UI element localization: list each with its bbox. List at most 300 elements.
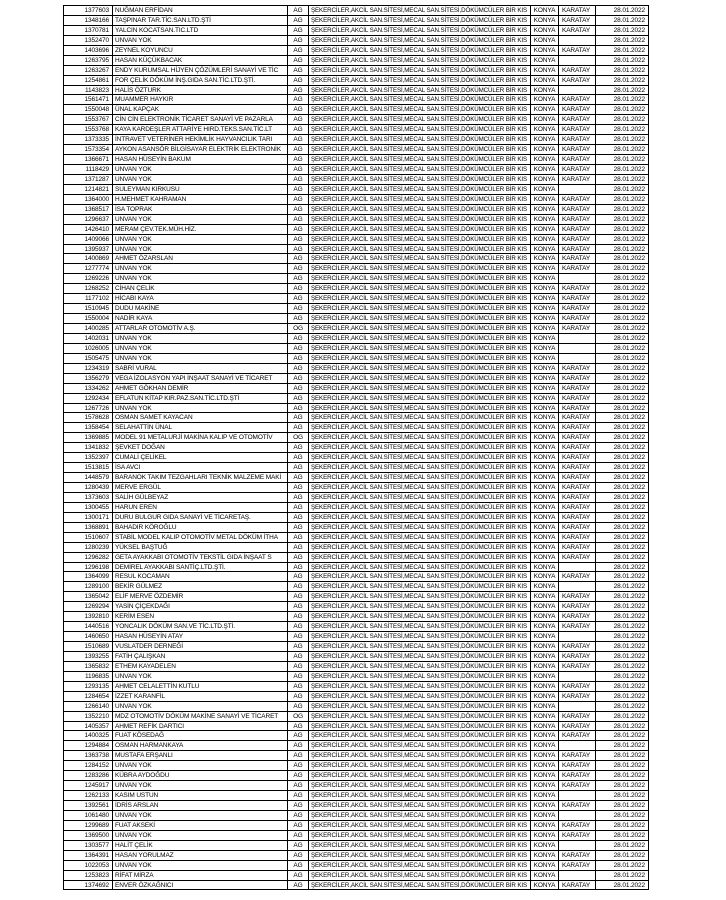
province-cell: KONYA	[531, 453, 559, 463]
name-cell: MUAMMER HAYKIR	[113, 95, 288, 105]
date-cell: 28.01.2022	[596, 413, 649, 423]
name-cell: ZEYNEL KOYUNCU	[113, 46, 288, 56]
row-id-cell: 1510607	[64, 533, 113, 543]
date-cell: 28.01.2022	[596, 642, 649, 652]
row-id-cell: 1289100	[64, 582, 113, 592]
name-cell: UNVAN YOK	[113, 36, 288, 46]
zone-description-cell: ŞEKERCİLER,AKCİL SAN.SİTESİ,MECAL SAN.SİTESİ,DÖKÜMCÜLER BİR KIS	[309, 125, 531, 135]
name-cell: NADİR KAYA	[113, 314, 288, 324]
province-cell: KONYA	[531, 76, 559, 86]
province-cell: KONYA	[531, 493, 559, 503]
date-cell: 28.01.2022	[596, 473, 649, 483]
row-id-cell: 1364391	[64, 851, 113, 861]
district-cell: KARATAY	[559, 294, 596, 304]
name-cell: UNVAN YOK	[113, 264, 288, 274]
province-cell: KONYA	[531, 284, 559, 294]
voltage-type-cell: AG	[288, 105, 309, 115]
zone-description-cell: ŞEKERCİLER,AKCİL SAN.SİTESİ,MECAL SAN.SİTESİ,DÖKÜMCÜLER BİR KIS	[309, 751, 531, 761]
name-cell: RESUL KOCAMAN	[113, 572, 288, 582]
date-cell: 28.01.2022	[596, 702, 649, 712]
province-cell: KONYA	[531, 26, 559, 36]
voltage-type-cell: AG	[288, 304, 309, 314]
zone-description-cell: ŞEKERCİLER,AKCİL SAN.SİTESİ,MECAL SAN.SİTESİ,DÖKÜMCÜLER BİR KIS	[309, 602, 531, 612]
row-id-cell: 1402031	[64, 334, 113, 344]
district-cell: KARATAY	[559, 513, 596, 523]
date-cell: 28.01.2022	[596, 652, 649, 662]
district-cell: KARATAY	[559, 165, 596, 175]
voltage-type-cell: AG	[288, 274, 309, 284]
date-cell: 28.01.2022	[596, 443, 649, 453]
zone-description-cell: ŞEKERCİLER,AKCİL SAN.SİTESİ,MECAL SAN.SİTESİ,DÖKÜMCÜLER BİR KIS	[309, 135, 531, 145]
row-id-cell: 1561471	[64, 95, 113, 105]
zone-description-cell: ŞEKERCİLER,AKCİL SAN.SİTESİ,MECAL SAN.SİTESİ,DÖKÜMCÜLER BİR KIS	[309, 185, 531, 195]
zone-description-cell: ŞEKERCİLER,AKCİL SAN.SİTESİ,MECAL SAN.SİTESİ,DÖKÜMCÜLER BİR KIS	[309, 225, 531, 235]
name-cell: MERAM ÇEV.TEK.MÜH.HİZ.	[113, 225, 288, 235]
district-cell: KARATAY	[559, 473, 596, 483]
date-cell: 28.01.2022	[596, 483, 649, 493]
district-cell: KARATAY	[559, 225, 596, 235]
date-cell: 28.01.2022	[596, 364, 649, 374]
date-cell: 28.01.2022	[596, 56, 649, 66]
row-id-cell: 1400285	[64, 324, 113, 334]
name-cell: FATİH ÇALIŞKAN	[113, 652, 288, 662]
row-id-cell: 1392810	[64, 612, 113, 622]
voltage-type-cell: AG	[288, 473, 309, 483]
date-cell: 28.01.2022	[596, 26, 649, 36]
province-cell: KONYA	[531, 463, 559, 473]
zone-description-cell: ŞEKERCİLER,AKCİL SAN.SİTESİ,MECAL SAN.SİTESİ,DÖKÜMCÜLER BİR KIS	[309, 235, 531, 245]
date-cell: 28.01.2022	[596, 66, 649, 76]
district-cell: KARATAY	[559, 235, 596, 245]
zone-description-cell: ŞEKERCİLER,AKCİL SAN.SİTESİ,MECAL SAN.SİTESİ,DÖKÜMCÜLER BİR KIS	[309, 791, 531, 801]
province-cell: KONYA	[531, 135, 559, 145]
voltage-type-cell: AG	[288, 751, 309, 761]
zone-description-cell: ŞEKERCİLER,AKCİL SAN.SİTESİ,MECAL SAN.SİTESİ,DÖKÜMCÜLER BİR KIS	[309, 582, 531, 592]
date-cell: 28.01.2022	[596, 235, 649, 245]
row-id-cell: 1269226	[64, 274, 113, 284]
row-id-cell: 1366671	[64, 155, 113, 165]
zone-description-cell: ŞEKERCİLER,AKCİL SAN.SİTESİ,MECAL SAN.SİTESİ,DÖKÜMCÜLER BİR KIS	[309, 662, 531, 672]
zone-description-cell: ŞEKERCİLER,AKCİL SAN.SİTESİ,MECAL SAN.SİTESİ,DÖKÜMCÜLER BİR KIS	[309, 86, 531, 96]
district-cell	[559, 185, 596, 195]
province-cell: KONYA	[531, 105, 559, 115]
name-cell: AYKON ASANSÖR BİLGİSAYAR ELEKTRİK ELEKTRONİK	[113, 145, 288, 155]
province-cell: KONYA	[531, 165, 559, 175]
row-id-cell: 1578628	[64, 413, 113, 423]
name-cell: ATTARLAR OTOMOTİV A.Ş.	[113, 324, 288, 334]
row-id-cell: 1277774	[64, 264, 113, 274]
zone-description-cell: ŞEKERCİLER,AKCİL SAN.SİTESİ,MECAL SAN.SİTESİ,DÖKÜMCÜLER BİR KIS	[309, 622, 531, 632]
voltage-type-cell: AG	[288, 781, 309, 791]
voltage-type-cell: AG	[288, 791, 309, 801]
row-id-cell: 1460650	[64, 632, 113, 642]
province-cell: KONYA	[531, 384, 559, 394]
district-cell	[559, 741, 596, 751]
district-cell: KARATAY	[559, 602, 596, 612]
district-cell: KARATAY	[559, 404, 596, 414]
zone-description-cell: ŞEKERCİLER,AKCİL SAN.SİTESİ,MECAL SAN.SİTESİ,DÖKÜMCÜLER BİR KIS	[309, 761, 531, 771]
zone-description-cell: ŞEKERCİLER,AKCİL SAN.SİTESİ,MECAL SAN.SİTESİ,DÖKÜMCÜLER BİR KIS	[309, 364, 531, 374]
date-cell: 28.01.2022	[596, 86, 649, 96]
province-cell: KONYA	[531, 712, 559, 722]
name-cell: ŞEVKET DOĞAN	[113, 443, 288, 453]
voltage-type-cell: AG	[288, 861, 309, 871]
name-cell: HARUN EREN	[113, 503, 288, 513]
district-cell: KARATAY	[559, 46, 596, 56]
province-cell: KONYA	[531, 304, 559, 314]
row-id-cell: 1296637	[64, 215, 113, 225]
voltage-type-cell: AG	[288, 811, 309, 821]
date-cell: 28.01.2022	[596, 284, 649, 294]
province-cell: KONYA	[531, 483, 559, 493]
name-cell: UNVAN YOK	[113, 344, 288, 354]
district-cell	[559, 274, 596, 284]
province-cell: KONYA	[531, 16, 559, 26]
zone-description-cell: ŞEKERCİLER,AKCİL SAN.SİTESİ,MECAL SAN.SİTESİ,DÖKÜMCÜLER BİR KIS	[309, 722, 531, 732]
province-cell: KONYA	[531, 741, 559, 751]
zone-description-cell: ŞEKERCİLER,AKCİL SAN.SİTESİ,MECAL SAN.SİTESİ,DÖKÜMCÜLER BİR KIS	[309, 592, 531, 602]
district-cell: KARATAY	[559, 284, 596, 294]
zone-description-cell: ŞEKERCİLER,AKCİL SAN.SİTESİ,MECAL SAN.SİTESİ,DÖKÜMCÜLER BİR KIS	[309, 523, 531, 533]
date-cell: 28.01.2022	[596, 771, 649, 781]
row-id-cell: 1143823	[64, 86, 113, 96]
voltage-type-cell: AG	[288, 86, 309, 96]
province-cell: KONYA	[531, 612, 559, 622]
zone-description-cell: ŞEKERCİLER,AKCİL SAN.SİTESİ,MECAL SAN.SİTESİ,DÖKÜMCÜLER BİR KIS	[309, 66, 531, 76]
zone-description-cell: ŞEKERCİLER,AKCİL SAN.SİTESİ,MECAL SAN.SİTESİ,DÖKÜMCÜLER BİR KIS	[309, 115, 531, 125]
province-cell: KONYA	[531, 314, 559, 324]
district-cell: KARATAY	[559, 175, 596, 185]
voltage-type-cell: AG	[288, 652, 309, 662]
name-cell: FUAT AKSEKİ	[113, 821, 288, 831]
row-id-cell: 1371287	[64, 175, 113, 185]
province-cell: KONYA	[531, 155, 559, 165]
province-cell: KONYA	[531, 394, 559, 404]
province-cell: KONYA	[531, 761, 559, 771]
name-cell: CİN CİN ELEKTRONİK TİCARET SANAYİ VE PAZARLA	[113, 115, 288, 125]
voltage-type-cell: AG	[288, 741, 309, 751]
row-id-cell: 1267726	[64, 404, 113, 414]
province-cell: KONYA	[531, 781, 559, 791]
zone-description-cell: ŞEKERCİLER,AKCİL SAN.SİTESİ,MECAL SAN.SİTESİ,DÖKÜMCÜLER BİR KIS	[309, 731, 531, 741]
voltage-type-cell: AG	[288, 582, 309, 592]
district-cell: KARATAY	[559, 553, 596, 563]
date-cell: 28.01.2022	[596, 503, 649, 513]
province-cell: KONYA	[531, 115, 559, 125]
province-cell: KONYA	[531, 751, 559, 761]
name-cell: İDRİS ARSLAN	[113, 801, 288, 811]
voltage-type-cell: AG	[288, 702, 309, 712]
date-cell: 28.01.2022	[596, 612, 649, 622]
zone-description-cell: ŞEKERCİLER,AKCİL SAN.SİTESİ,MECAL SAN.SİTESİ,DÖKÜMCÜLER BİR KIS	[309, 76, 531, 86]
district-cell: KARATAY	[559, 155, 596, 165]
name-cell: CİHAN ÇELİK	[113, 284, 288, 294]
voltage-type-cell: AG	[288, 523, 309, 533]
row-id-cell: 1365042	[64, 592, 113, 602]
district-cell: KARATAY	[559, 423, 596, 433]
zone-description-cell: ŞEKERCİLER,AKCİL SAN.SİTESİ,MECAL SAN.SİTESİ,DÖKÜMCÜLER BİR KIS	[309, 572, 531, 582]
voltage-type-cell: AG	[288, 612, 309, 622]
province-cell: KONYA	[531, 841, 559, 851]
voltage-type-cell: AG	[288, 722, 309, 732]
voltage-type-cell: AG	[288, 314, 309, 324]
province-cell: KONYA	[531, 245, 559, 255]
name-cell: SABRİ VURAL	[113, 364, 288, 374]
name-cell: AHMET ÖZARSLAN	[113, 254, 288, 264]
district-cell: KARATAY	[559, 523, 596, 533]
province-cell: KONYA	[531, 871, 559, 881]
row-id-cell: 1358454	[64, 423, 113, 433]
zone-description-cell: ŞEKERCİLER,AKCİL SAN.SİTESİ,MECAL SAN.SİTESİ,DÖKÜMCÜLER BİR KIS	[309, 165, 531, 175]
province-cell: KONYA	[531, 294, 559, 304]
zone-description-cell: ŞEKERCİLER,AKCİL SAN.SİTESİ,MECAL SAN.SİTESİ,DÖKÜMCÜLER BİR KIS	[309, 254, 531, 264]
province-cell: KONYA	[531, 533, 559, 543]
name-cell: RİFAT MİRZA	[113, 871, 288, 881]
province-cell: KONYA	[531, 95, 559, 105]
province-cell: KONYA	[531, 6, 559, 16]
district-cell: KARATAY	[559, 264, 596, 274]
name-cell: MUSTAFA ERŞANLI	[113, 751, 288, 761]
voltage-type-cell: AG	[288, 125, 309, 135]
voltage-type-cell: AG	[288, 801, 309, 811]
district-cell: KARATAY	[559, 314, 596, 324]
province-cell: KONYA	[531, 702, 559, 712]
district-cell	[559, 86, 596, 96]
date-cell: 28.01.2022	[596, 751, 649, 761]
zone-description-cell: ŞEKERCİLER,AKCİL SAN.SİTESİ,MECAL SAN.SİTESİ,DÖKÜMCÜLER BİR KIS	[309, 672, 531, 682]
province-cell: KONYA	[531, 324, 559, 334]
province-cell: KONYA	[531, 771, 559, 781]
zone-description-cell: ŞEKERCİLER,AKCİL SAN.SİTESİ,MECAL SAN.SİTESİ,DÖKÜMCÜLER BİR KIS	[309, 95, 531, 105]
province-cell: KONYA	[531, 692, 559, 702]
zone-description-cell: ŞEKERCİLER,AKCİL SAN.SİTESİ,MECAL SAN.SİTESİ,DÖKÜMCÜLER BİR KIS	[309, 553, 531, 563]
province-cell: KONYA	[531, 145, 559, 155]
province-cell: KONYA	[531, 682, 559, 692]
district-cell: KARATAY	[559, 254, 596, 264]
voltage-type-cell: OG	[288, 324, 309, 334]
province-cell: KONYA	[531, 652, 559, 662]
row-id-cell: 1550004	[64, 314, 113, 324]
row-id-cell: 1373603	[64, 493, 113, 503]
row-id-cell: 1550048	[64, 105, 113, 115]
zone-description-cell: ŞEKERCİLER,AKCİL SAN.SİTESİ,MECAL SAN.SİTESİ,DÖKÜMCÜLER BİR KIS	[309, 642, 531, 652]
zone-description-cell: ŞEKERCİLER,AKCİL SAN.SİTESİ,MECAL SAN.SİTESİ,DÖKÜMCÜLER BİR KIS	[309, 6, 531, 16]
name-cell: MERVE ERGÜL	[113, 483, 288, 493]
voltage-type-cell: AG	[288, 503, 309, 513]
zone-description-cell: ŞEKERCİLER,AKCİL SAN.SİTESİ,MECAL SAN.SİTESİ,DÖKÜMCÜLER BİR KIS	[309, 861, 531, 871]
date-cell: 28.01.2022	[596, 861, 649, 871]
zone-description-cell: ŞEKERCİLER,AKCİL SAN.SİTESİ,MECAL SAN.SİTESİ,DÖKÜMCÜLER BİR KIS	[309, 314, 531, 324]
row-id-cell: 1400325	[64, 731, 113, 741]
name-cell: HASAN KÜÇÜKBACAK	[113, 56, 288, 66]
date-cell: 28.01.2022	[596, 185, 649, 195]
date-cell: 28.01.2022	[596, 264, 649, 274]
province-cell: KONYA	[531, 195, 559, 205]
date-cell: 28.01.2022	[596, 423, 649, 433]
date-cell: 28.01.2022	[596, 304, 649, 314]
zone-description-cell: ŞEKERCİLER,AKCİL SAN.SİTESİ,MECAL SAN.SİTESİ,DÖKÜMCÜLER BİR KIS	[309, 881, 531, 891]
name-cell: DUDU MAKİNE	[113, 304, 288, 314]
date-cell: 28.01.2022	[596, 493, 649, 503]
voltage-type-cell: AG	[288, 642, 309, 652]
zone-description-cell: ŞEKERCİLER,AKCİL SAN.SİTESİ,MECAL SAN.SİTESİ,DÖKÜMCÜLER BİR KIS	[309, 702, 531, 712]
date-cell: 28.01.2022	[596, 523, 649, 533]
voltage-type-cell: AG	[288, 592, 309, 602]
province-cell: KONYA	[531, 513, 559, 523]
name-cell: İSA AVCI	[113, 463, 288, 473]
name-cell: VEGA İZOLASYON YAPI İNŞAAT SANAYİ VE TİCARET	[113, 374, 288, 384]
date-cell: 28.01.2022	[596, 841, 649, 851]
name-cell: KERİM ESEN	[113, 612, 288, 622]
voltage-type-cell: AG	[288, 443, 309, 453]
zone-description-cell: ŞEKERCİLER,AKCİL SAN.SİTESİ,MECAL SAN.SİTESİ,DÖKÜMCÜLER BİR KIS	[309, 543, 531, 553]
zone-description-cell: ŞEKERCİLER,AKCİL SAN.SİTESİ,MECAL SAN.SİTESİ,DÖKÜMCÜLER BİR KIS	[309, 344, 531, 354]
date-cell: 28.01.2022	[596, 404, 649, 414]
voltage-type-cell: AG	[288, 871, 309, 881]
voltage-type-cell: AG	[288, 6, 309, 16]
province-cell: KONYA	[531, 413, 559, 423]
province-cell: KONYA	[531, 364, 559, 374]
zone-description-cell: ŞEKERCİLER,AKCİL SAN.SİTESİ,MECAL SAN.SİTESİ,DÖKÜMCÜLER BİR KIS	[309, 483, 531, 493]
date-cell: 28.01.2022	[596, 215, 649, 225]
zone-description-cell: ŞEKERCİLER,AKCİL SAN.SİTESİ,MECAL SAN.SİTESİ,DÖKÜMCÜLER BİR KIS	[309, 334, 531, 344]
district-cell: KARATAY	[559, 6, 596, 16]
name-cell: UNVAN YOK	[113, 274, 288, 284]
name-cell: UNVAN YOK	[113, 404, 288, 414]
date-cell: 28.01.2022	[596, 324, 649, 334]
date-cell: 28.01.2022	[596, 741, 649, 751]
date-cell: 28.01.2022	[596, 175, 649, 185]
name-cell: VUSLATDER DERNEĞİ	[113, 642, 288, 652]
province-cell: KONYA	[531, 602, 559, 612]
province-cell: KONYA	[531, 36, 559, 46]
district-cell: KARATAY	[559, 861, 596, 871]
row-id-cell: 1364000	[64, 195, 113, 205]
district-cell: KARATAY	[559, 115, 596, 125]
date-cell: 28.01.2022	[596, 6, 649, 16]
province-cell: KONYA	[531, 254, 559, 264]
province-cell: KONYA	[531, 523, 559, 533]
province-cell: KONYA	[531, 543, 559, 553]
voltage-type-cell: AG	[288, 384, 309, 394]
province-cell: KONYA	[531, 185, 559, 195]
name-cell: MODEL 91 METALURJİ MAKİNA KALIP VE OTOMOTİV	[113, 433, 288, 443]
district-cell	[559, 841, 596, 851]
row-id-cell: 1269294	[64, 602, 113, 612]
voltage-type-cell: AG	[288, 662, 309, 672]
zone-description-cell: ŞEKERCİLER,AKCİL SAN.SİTESİ,MECAL SAN.SİTESİ,DÖKÜMCÜLER BİR KIS	[309, 781, 531, 791]
voltage-type-cell: AG	[288, 463, 309, 473]
district-cell: KARATAY	[559, 722, 596, 732]
district-cell: KARATAY	[559, 771, 596, 781]
name-cell: UNVAN YOK	[113, 831, 288, 841]
name-cell: UNVAN YOK	[113, 235, 288, 245]
province-cell: KONYA	[531, 642, 559, 652]
date-cell: 28.01.2022	[596, 821, 649, 831]
voltage-type-cell: AG	[288, 831, 309, 841]
date-cell: 28.01.2022	[596, 16, 649, 26]
name-cell: UNVAN YOK	[113, 781, 288, 791]
row-id-cell: 1177102	[64, 294, 113, 304]
district-cell: KARATAY	[559, 364, 596, 374]
date-cell: 28.01.2022	[596, 384, 649, 394]
name-cell: SALİH GÜLBEYAZ	[113, 493, 288, 503]
province-cell: KONYA	[531, 821, 559, 831]
voltage-type-cell: AG	[288, 76, 309, 86]
zone-description-cell: ŞEKERCİLER,AKCİL SAN.SİTESİ,MECAL SAN.SİTESİ,DÖKÜMCÜLER BİR KIS	[309, 105, 531, 115]
province-cell: KONYA	[531, 722, 559, 732]
district-cell: KARATAY	[559, 831, 596, 841]
name-cell: HALİT ÇELİK	[113, 841, 288, 851]
district-cell: KARATAY	[559, 543, 596, 553]
date-cell: 28.01.2022	[596, 374, 649, 384]
row-id-cell: 1448579	[64, 473, 113, 483]
row-id-cell: 1405357	[64, 722, 113, 732]
district-cell: KARATAY	[559, 135, 596, 145]
zone-description-cell: ŞEKERCİLER,AKCİL SAN.SİTESİ,MECAL SAN.SİTESİ,DÖKÜMCÜLER BİR KIS	[309, 463, 531, 473]
row-id-cell: 1293135	[64, 682, 113, 692]
name-cell: ÜNAL KAPÇAK	[113, 105, 288, 115]
name-cell: UNVAN YOK	[113, 175, 288, 185]
date-cell: 28.01.2022	[596, 871, 649, 881]
row-id-cell: 1403696	[64, 46, 113, 56]
date-cell: 28.01.2022	[596, 463, 649, 473]
row-id-cell: 1284654	[64, 692, 113, 702]
zone-description-cell: ŞEKERCİLER,AKCİL SAN.SİTESİ,MECAL SAN.SİTESİ,DÖKÜMCÜLER BİR KIS	[309, 354, 531, 364]
zone-description-cell: ŞEKERCİLER,AKCİL SAN.SİTESİ,MECAL SAN.SİTESİ,DÖKÜMCÜLER BİR KIS	[309, 851, 531, 861]
zone-description-cell: ŞEKERCİLER,AKCİL SAN.SİTESİ,MECAL SAN.SİTESİ,DÖKÜMCÜLER BİR KIS	[309, 374, 531, 384]
zone-description-cell: ŞEKERCİLER,AKCİL SAN.SİTESİ,MECAL SAN.SİTESİ,DÖKÜMCÜLER BİR KIS	[309, 324, 531, 334]
district-cell	[559, 56, 596, 66]
voltage-type-cell: AG	[288, 423, 309, 433]
zone-description-cell: ŞEKERCİLER,AKCİL SAN.SİTESİ,MECAL SAN.SİTESİ,DÖKÜMCÜLER BİR KIS	[309, 433, 531, 443]
voltage-type-cell: AG	[288, 165, 309, 175]
province-cell: KONYA	[531, 851, 559, 861]
zone-description-cell: ŞEKERCİLER,AKCİL SAN.SİTESİ,MECAL SAN.SİTESİ,DÖKÜMCÜLER BİR KIS	[309, 453, 531, 463]
date-cell: 28.01.2022	[596, 622, 649, 632]
row-id-cell: 1284152	[64, 761, 113, 771]
row-id-cell: 1352397	[64, 453, 113, 463]
date-cell: 28.01.2022	[596, 145, 649, 155]
row-id-cell: 1369885	[64, 433, 113, 443]
voltage-type-cell: AG	[288, 245, 309, 255]
date-cell: 28.01.2022	[596, 662, 649, 672]
row-id-cell: 1022053	[64, 861, 113, 871]
zone-description-cell: ŞEKERCİLER,AKCİL SAN.SİTESİ,MECAL SAN.SİTESİ,DÖKÜMCÜLER BİR KIS	[309, 503, 531, 513]
row-id-cell: 1409066	[64, 235, 113, 245]
district-cell: KARATAY	[559, 205, 596, 215]
date-cell: 28.01.2022	[596, 563, 649, 573]
date-cell: 28.01.2022	[596, 672, 649, 682]
name-cell: İSA TOPRAK	[113, 205, 288, 215]
name-cell: UNVAN YOK	[113, 334, 288, 344]
district-cell: KARATAY	[559, 493, 596, 503]
date-cell: 28.01.2022	[596, 314, 649, 324]
district-cell: KARATAY	[559, 781, 596, 791]
voltage-type-cell: AG	[288, 404, 309, 414]
zone-description-cell: ŞEKERCİLER,AKCİL SAN.SİTESİ,MECAL SAN.SİTESİ,DÖKÜMCÜLER BİR KIS	[309, 831, 531, 841]
province-cell: KONYA	[531, 861, 559, 871]
row-id-cell: 1299689	[64, 821, 113, 831]
row-id-cell: 1352470	[64, 36, 113, 46]
district-cell: KARATAY	[559, 592, 596, 602]
voltage-type-cell: AG	[288, 56, 309, 66]
zone-description-cell: ŞEKERCİLER,AKCİL SAN.SİTESİ,MECAL SAN.SİTESİ,DÖKÜMCÜLER BİR KIS	[309, 155, 531, 165]
date-cell: 28.01.2022	[596, 225, 649, 235]
row-id-cell: 1393255	[64, 652, 113, 662]
name-cell: SELAHATTİN ÜNAL	[113, 423, 288, 433]
row-id-cell: 1395937	[64, 245, 113, 255]
